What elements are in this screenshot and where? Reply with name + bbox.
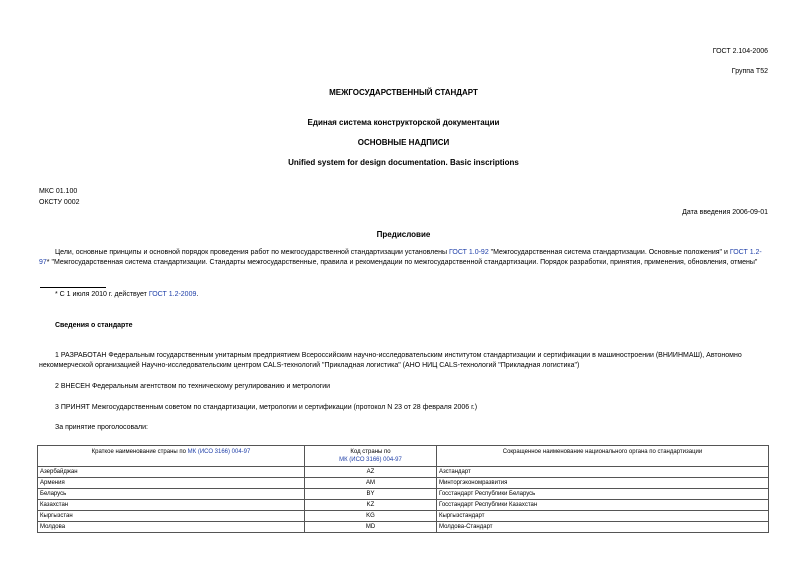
standards-body-cell: Минторгэкономразвития	[437, 478, 769, 489]
gost-1-0-92-link[interactable]: ГОСТ 1.0-92	[448, 249, 489, 256]
standards-body-cell: Молдова-Стандарт	[437, 522, 769, 533]
document-number: ГОСТ 2.104-2006	[712, 48, 768, 55]
table-row	[38, 467, 769, 478]
country-cell: Молдова	[38, 522, 305, 533]
header-country-code	[305, 446, 437, 467]
foreword-heading: Предисловие	[376, 230, 431, 239]
footnote	[55, 291, 198, 298]
standards-body-cell: Азстандарт	[437, 467, 769, 478]
code-cell: KG	[305, 511, 437, 522]
introduction-date: Дата введения 2006-09-01	[682, 209, 768, 216]
foreword-paragraph	[39, 248, 768, 268]
country-cell: Казахстан	[38, 500, 305, 511]
code-cell: AZ	[305, 467, 437, 478]
foreword-text-3: * "Межгосударственная система стандартизации. Стандарты межгосударственные, правила и рекомендации по межгосударственной стандартизации. Порядок разработки, принятия, применения, обновления, отмены"	[46, 259, 758, 266]
info-heading: Сведения о стандарте	[55, 322, 133, 329]
table-row	[38, 522, 769, 533]
standards-body-cell: Госстандарт Республики Беларусь	[437, 489, 769, 500]
gost-1-2-97-link[interactable]: ГОСТ 1.2-97	[39, 249, 762, 266]
standards-body-cell: Госстандарт Республики Казахстан	[437, 500, 769, 511]
footnote-text: * С 1 июля 2010 г. действует	[55, 291, 149, 298]
code-cell: AM	[305, 478, 437, 489]
code-cell: MD	[305, 522, 437, 533]
table-row	[38, 511, 769, 522]
foreword-text-2: "Межгосударственная система стандартизации. Основные положения" и	[488, 249, 730, 256]
info-item-2: 2 ВНЕСЕН Федеральным агентством по техническому регулированию и метрологии	[55, 383, 331, 390]
code-cell: KZ	[305, 500, 437, 511]
country-cell: Азербайджан	[38, 467, 305, 478]
standards-body-cell: Кыргызстандарт	[437, 511, 769, 522]
mk-iso-link[interactable]: МК (ИСО 3166) 004-97	[187, 449, 251, 455]
table-row	[38, 500, 769, 511]
country-cell: Армения	[38, 478, 305, 489]
country-cell: Кыргызстан	[38, 511, 305, 522]
gost-1-2-2009-link[interactable]: ГОСТ 1.2-2009	[148, 291, 197, 298]
voted-label: За принятие проголосовали:	[55, 424, 148, 431]
document-group: Группа Т52	[731, 68, 768, 75]
footnote-end: .	[196, 291, 199, 298]
standard-type-title: МЕЖГОСУДАРСТВЕННЫЙ СТАНДАРТ	[329, 88, 478, 97]
voting-states-table	[37, 445, 769, 533]
table-header-row	[38, 446, 769, 467]
header-code-text: Код страны по	[350, 449, 391, 455]
header-country-name	[38, 446, 305, 467]
info-item-1: 1 РАЗРАБОТАН Федеральным государственным унитарным предприятием Всероссийским научно-исследовательским институтом стандартизации и сертификации в машиностроении (ВНИИНМАШ), Автономно некоммерческой организацией Научно-исследовательским центром CALS-технологий "Прикладная логистика" (АНО НИЦ CALS-технологий "Прикладная логистика")	[39, 352, 742, 369]
code-cell: BY	[305, 489, 437, 500]
header-standards-body: Сокращенное наименование национального органа по стандартизации	[437, 446, 769, 467]
country-cell: Беларусь	[38, 489, 305, 500]
header-country-text: Краткое наименование страны по	[91, 449, 188, 455]
footnote-divider	[40, 287, 106, 288]
info-item-3: 3 ПРИНЯТ Межгосударственным советом по стандартизации, метрологии и сертификации (протокол N 23 от 28 февраля 2006 г.)	[55, 404, 478, 411]
system-title: Единая система конструкторской документации	[307, 118, 500, 127]
standard-name-title: ОСНОВНЫЕ НАДПИСИ	[357, 138, 450, 147]
foreword-text-1: Цели, основные принципы и основной порядок проведения работ по межгосударственной стандартизации установлены	[55, 249, 449, 256]
english-title: Unified system for design documentation. Basic inscriptions	[288, 158, 519, 167]
table-row	[38, 489, 769, 500]
mk-iso-link-2[interactable]: МК (ИСО 3166) 004-97	[339, 457, 402, 463]
okstu-code: ОКСТУ 0002	[39, 199, 80, 206]
table-row	[38, 478, 769, 489]
mks-code: МКС 01.100	[39, 188, 78, 195]
